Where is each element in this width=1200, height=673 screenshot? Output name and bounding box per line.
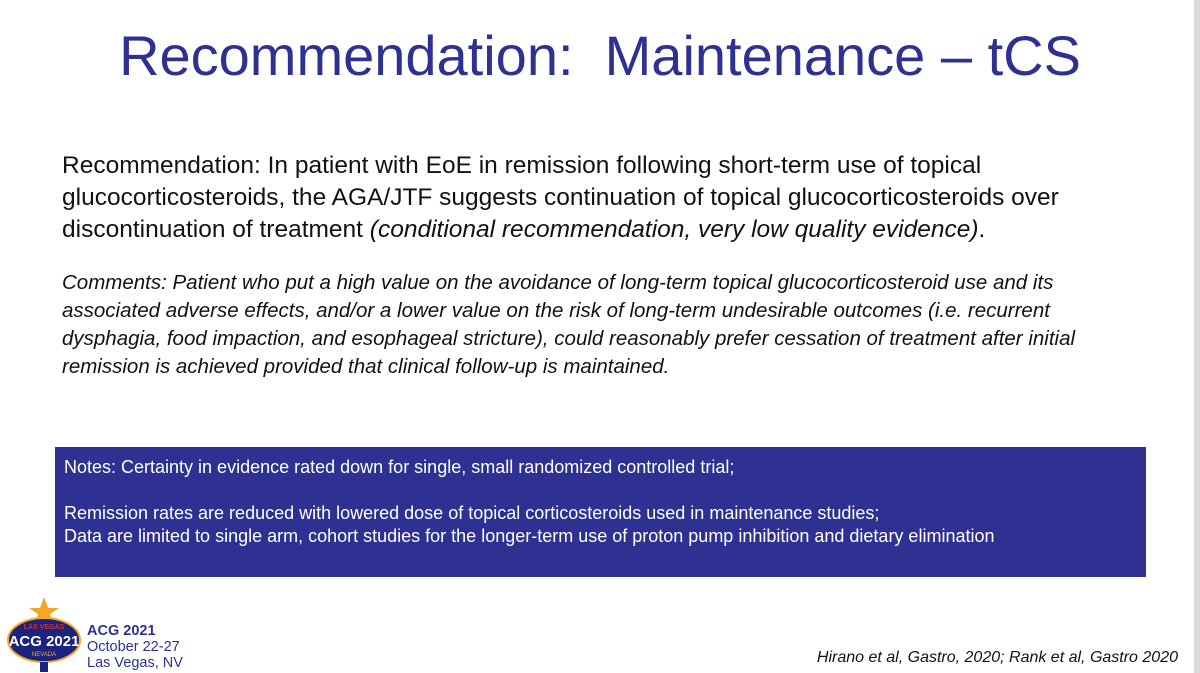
notes-line-3: Data are limited to single arm, cohort studies for the longer-term use of proton pump inhibition and dietary elimination	[64, 526, 995, 546]
conference-name: ACG 2021	[87, 623, 156, 639]
comments-text: Comments: Patient who put a high value on the avoidance of long-term topical glucocorticosteroid use and its associated adverse effects, and/or a lower value on the risk of long-term undesirable outcomes (i.e. recurrent dysphagia, food impaction, and esophageal stricture), could reasonably prefer cessation of treatment after initial remission is achieved provided that clinical follow-up is maintained.	[62, 271, 1076, 378]
logo-sub-text: NEVADA	[31, 652, 57, 658]
notes-box	[55, 447, 1146, 577]
acg-2021-logo	[4, 596, 84, 673]
conference-dates: October 22-27	[87, 639, 180, 655]
notes-line-2: Remission rates are reduced with lowered dose of topical corticosteroids used in maintenance studies;	[64, 503, 880, 523]
logo-main-text: ACG 2021	[8, 633, 80, 650]
slide-title: Recommendation: Maintenance – tCS	[119, 24, 1081, 87]
recommendation-text	[62, 150, 1112, 246]
recommendation-body: Recommendation: In patient with EoE in remission following short-term use of topical glucocorticosteroids, the AGA/JTF suggests continuation of topical glucocorticosteroids over discontinuation of treatment	[62, 152, 1059, 243]
logo-top-text: LAS VEGAS	[23, 624, 65, 631]
notes-line-1: Notes: Certainty in evidence rated down for single, small randomized controlled trial;	[64, 457, 735, 477]
slide-edge	[1194, 0, 1200, 673]
conference-location: Las Vegas, NV	[87, 655, 183, 671]
recommendation-qualifier: (conditional recommendation, very low quality evidence)	[369, 216, 979, 243]
conference-info	[87, 623, 183, 671]
citation: Hirano et al, Gastro, 2020; Rank et al, Gastro 2020	[816, 649, 1178, 666]
recommendation-end: .	[978, 216, 986, 243]
